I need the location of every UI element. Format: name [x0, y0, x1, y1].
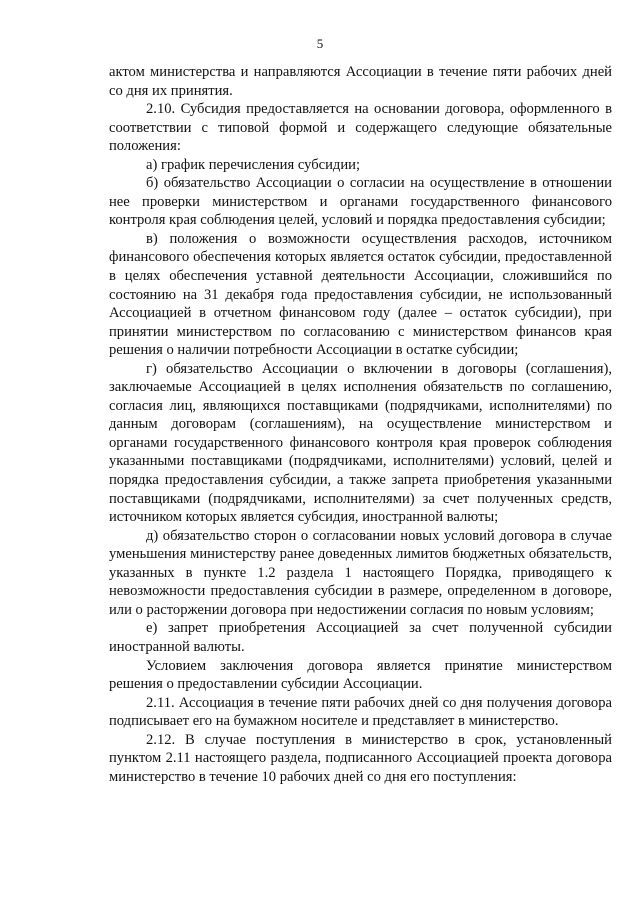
paragraph-item-g: г) обязательство Ассоциации о включении в договоры (соглашения), заключаемые Ассоциацией в целях исполнения обязательств по соглашению, согласия лиц, являющихся поставщиками (подрядчиками, исполнителями) по данным договорам (соглашениям), на осуществление министерством и органами государственного финансового контроля края проверок соблюдения указанными поставщиками (подрядчиками, исполнителями) условий, целей и порядка предоставления субсидии, а также запрета приобретения указанными поставщиками (подрядчиками, исполнителями) за счет полученных средств, источником которых является субсидия, иностранной валюты; [109, 360, 612, 526]
paragraph-item-v: в) положения о возможности осуществления расходов, источником финансового обеспечения которых является остаток субсидии, предоставленной в целях обеспечения уставной деятельности Ассоциации, сложившийся по состоянию на 31 декабря года предоставления субсидии, не использованный Ассоциацией в отчетном финансовом году (далее – остаток субсидии), при принятии министерством по согласованию с министерством финансов края решения о наличии потребности Ассоциации в остатке субсидии; [109, 230, 612, 359]
paragraph-2-12: 2.12. В случае поступления в министерство в срок, установленный пунктом 2.11 настоящего раздела, подписанного Ассоциацией проекта договора министерство в течение 10 рабочих дней со дня его поступления: [109, 731, 612, 785]
document-body [109, 63, 612, 786]
paragraph-condition: Условием заключения договора является принятие министерством решения о предоставлении субсидии Ассоциации. [109, 657, 612, 693]
paragraph-item-b: б) обязательство Ассоциации о согласии на осуществление в отношении нее проверки министерством и органами государственного финансового контроля края соблюдения целей, условий и порядка предоставления субсидии; [109, 175, 612, 229]
paragraph-item-d: д) обязательство сторон о согласовании новых условий договора в случае уменьшения министерству ранее доведенных лимитов бюджетных обязательств, указанных в пункте 1.2 раздела 1 настоящего Порядка, приводящего к невозможности предоставления субсидии в размере, определенном в договоре, или о расторжении договора при недостижении согласия по новым условиям; [109, 527, 612, 618]
paragraph-2-10: 2.10. Субсидия предоставляется на основании договора, оформленного в соответствии с типовой формой и содержащего следующие обязательные положения: [109, 101, 612, 155]
page-number: 5 [316, 36, 324, 51]
paragraph-2-11: 2.11. Ассоциация в течение пяти рабочих дней со дня получения договора подписывает его на бумажном носителе и представляет в министерство. [109, 694, 612, 730]
paragraph-item-e: е) запрет приобретения Ассоциацией за счет полученной субсидии иностранной валюты. [109, 620, 612, 655]
paragraph-continuation: актом министерства и направляются Ассоциации в течение пяти рабочих дней со дня их принятия. [109, 64, 612, 99]
paragraph-item-a: а) график перечисления субсидии; [146, 156, 361, 173]
